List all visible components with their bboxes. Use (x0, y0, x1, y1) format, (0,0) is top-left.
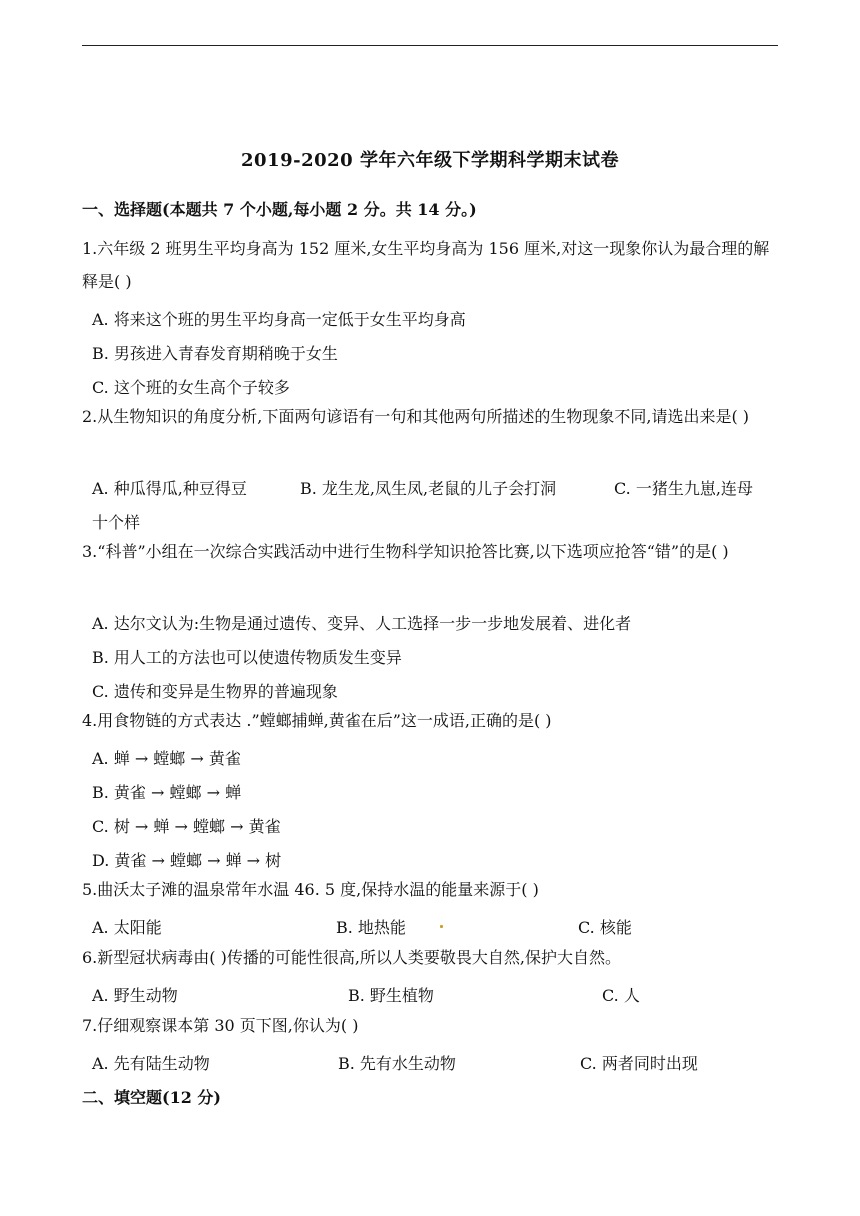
stray-mark (440, 925, 443, 928)
question-5-option-b[interactable]: B. 地热能 (336, 918, 406, 937)
question-2-option-b[interactable]: B. 龙生龙,凤生凤,老鼠的儿子会打洞 (300, 479, 557, 498)
question-4-option-d[interactable]: D. 黄雀 → 螳螂 → 蝉 → 树 (92, 851, 282, 870)
question-1-option-b[interactable]: B. 男孩进入青春发育期稍晚于女生 (92, 344, 338, 363)
question-5-option-c[interactable]: C. 核能 (578, 918, 632, 937)
question-1-text: 1.六年级 2 班男生平均身高为 152 厘米,女生平均身高为 156 厘米,对这一现象你认为最合理的解释是( ) (82, 239, 770, 291)
question-4-option-a[interactable]: A. 蝉 → 螳螂 → 黄雀 (92, 749, 241, 768)
question-3-option-c[interactable]: C. 遗传和变异是生物界的普遍现象 (92, 682, 338, 701)
question-6-text: 6.新型冠状病毒由( )传播的可能性很高,所以人类要敬畏大自然,保护大自然。 (82, 948, 622, 967)
question-3-option-b[interactable]: B. 用人工的方法也可以使遗传物质发生变异 (92, 648, 402, 667)
question-2-text: 2.从生物知识的角度分析,下面两句谚语有一句和其他两句所描述的生物现象不同,请选出来是( ) (82, 407, 750, 426)
question-2-option-a[interactable]: A. 种瓜得瓜,种豆得豆 (92, 479, 247, 498)
question-4-option-c[interactable]: C. 树 → 蝉 → 螳螂 → 黄雀 (92, 817, 281, 836)
question-7-text: 7.仔细观察课本第 30 页下图,你认为( ) (82, 1016, 359, 1035)
question-2-option-c[interactable]: C. 一猪生九崽,连母 (614, 479, 753, 498)
section-heading-fill: 二、填空题(12 分) (82, 1088, 221, 1107)
question-5-text: 5.曲沃太子滩的温泉常年水温 46. 5 度,保持水温的能量来源于( ) (82, 880, 539, 899)
question-6-option-a[interactable]: A. 野生动物 (92, 986, 178, 1005)
question-7-option-b[interactable]: B. 先有水生动物 (338, 1054, 456, 1073)
question-1-option-a[interactable]: A. 将来这个班的男生平均身高一定低于女生平均身高 (92, 310, 466, 329)
question-3-option-a[interactable]: A. 达尔文认为:生物是通过遗传、变异、人工选择一步一步地发展着、进化者 (92, 614, 632, 633)
question-2-option-c-continuation: 十个样 (92, 513, 141, 532)
question-7-option-c[interactable]: C. 两者同时出现 (580, 1054, 698, 1073)
question-4-option-b[interactable]: B. 黄雀 → 螳螂 → 蝉 (92, 783, 242, 802)
question-1-option-c[interactable]: C. 这个班的女生高个子较多 (92, 378, 290, 397)
question-6-option-c[interactable]: C. 人 (602, 986, 640, 1005)
question-6-option-b[interactable]: B. 野生植物 (348, 986, 434, 1005)
question-3-text: 3.“科普”小组在一次综合实践活动中进行生物科学知识抢答比赛,以下选项应抢答“错”的是( ) (82, 542, 729, 561)
header-rule (82, 45, 778, 46)
section-heading-choice: 一、选择题(本题共 7 个小题,每小题 2 分。共 14 分。) (82, 200, 477, 219)
page-title: 2019-2020 学年六年级下学期科学期末试卷 (241, 150, 619, 171)
question-7-option-a[interactable]: A. 先有陆生动物 (92, 1054, 210, 1073)
question-4-text: 4.用食物链的方式表达 .”螳螂捕蝉,黄雀在后”这一成语,正确的是( ) (82, 711, 552, 730)
question-5-option-a[interactable]: A. 太阳能 (92, 918, 162, 937)
